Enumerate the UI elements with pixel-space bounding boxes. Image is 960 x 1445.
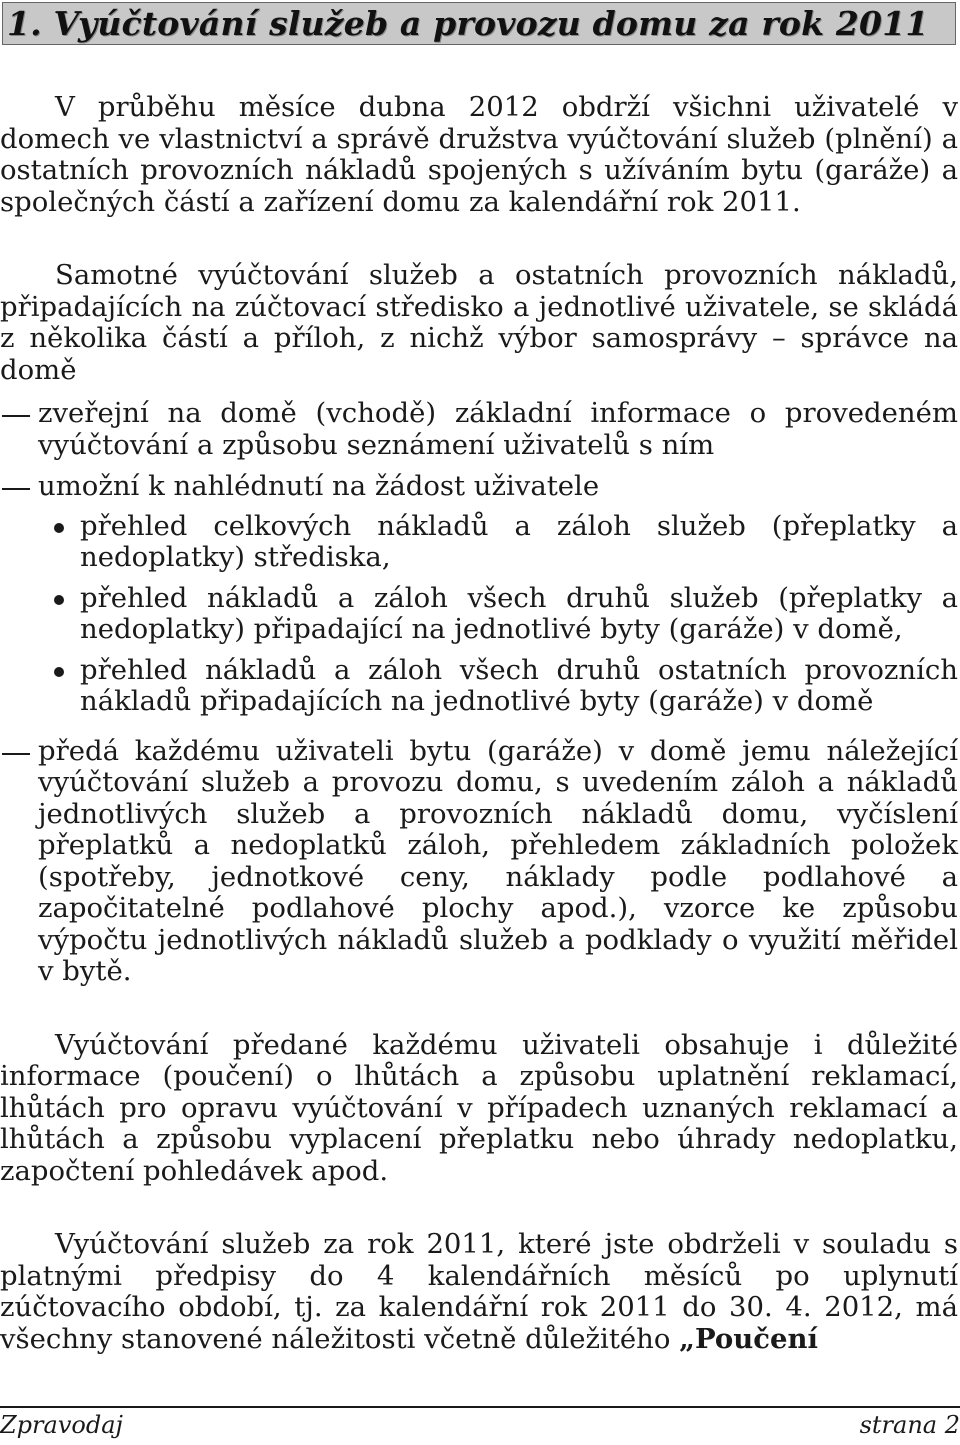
paragraph-instructions: Vyúčtování předané každému uživateli obsahuje i důležité informace (poučení) o lhůtách a způsobu uplatnění reklamací, lhůtách pro opravu vyúčtování v případech uznaných reklamací a lhůtách a způsobu vyplacení přeplatku nebo úhrady nedoplatku, započtení pohledávek apod. <box>0 1028 958 1187</box>
dash-item-inspect: umožní k nahlédnutí na žádost uživatele <box>0 471 958 503</box>
paragraph-compliance-text: Vyúčtování služeb za rok 2011, které jste obdrželi v souladu s platnými předpisy do 4 kalendářních měsíců po uplynutí zúčtovacího období, tj. za kalendářní rok 2011 do 30. 4. 2012, má všechny stanovené náležitosti včetně důležitého <box>0 1228 958 1355</box>
dash-item-deliver: předá každému uživateli bytu (garáže) v domě jemu náležející vyúčtování služeb a provozu domu, s uvedením záloh a nákladů jednotlivých služeb a provozních nákladů domu, vyčíslení přeplatků a nedoplatků záloh, přehledem základních položek (spotřeby, jednotkové ceny, náklady podle podlahové a započitatelné podlahové plochy apod.), vzorce ke způsobu výpočtu jednotlivých nákladů služeb a podklady o využití měřidel v bytě. <box>0 736 958 988</box>
page-footer <box>0 1410 960 1440</box>
dash-item-publish: zveřejní na domě (vchodě) základní informace o provedeném vyúčtování a způsobu seznámení uživatelů s ním <box>0 398 958 461</box>
document-body <box>0 92 958 1355</box>
paragraph-composition: Samotné vyúčtování služeb a ostatních provozních nákladů, připadajících na zúčtovací středisko a jednotlivé uživatele, se skládá z několika částí a příloh, z nichž výbor samosprávy – správce na domě <box>0 259 958 386</box>
footer-page-number: strana 2 <box>859 1411 960 1439</box>
bullet-item-center-overview: přehled celkových nákladů a záloh služeb (přeplatky a nedoplatky) střediska, <box>0 511 958 574</box>
section-heading: 1. Vyúčtování služeb a provozu domu za rok 2011 <box>7 4 929 43</box>
paragraph-intro: V průběhu měsíce dubna 2012 obdrží všichni uživatelé v domech ve vlastnictví a správě družstva vyúčtování služeb (plnění) a ostatních provozních nákladů spojených s užíváním bytu (garáže) a společných částí a zařízení domu za kalendářní rok 2011. <box>0 91 958 218</box>
section-heading-box <box>2 2 956 45</box>
bullet-item-operating-costs-overview: přehled nákladů a záloh všech druhů ostatních provozních nákladů připadajících na jednotlivé byty (garáže) v domě <box>0 655 958 718</box>
bullet-list <box>0 511 958 718</box>
paragraph-compliance-bold: „Poučení <box>679 1322 818 1355</box>
paragraph-compliance <box>0 1229 958 1355</box>
footer-divider <box>0 1406 960 1408</box>
bullet-item-services-overview: přehled nákladů a záloh všech druhů služeb (přeplatky a nedoplatky) připadající na jednotlivé byty (garáže) v domě, <box>0 583 958 646</box>
footer-publication: Zpravodaj <box>0 1411 123 1439</box>
